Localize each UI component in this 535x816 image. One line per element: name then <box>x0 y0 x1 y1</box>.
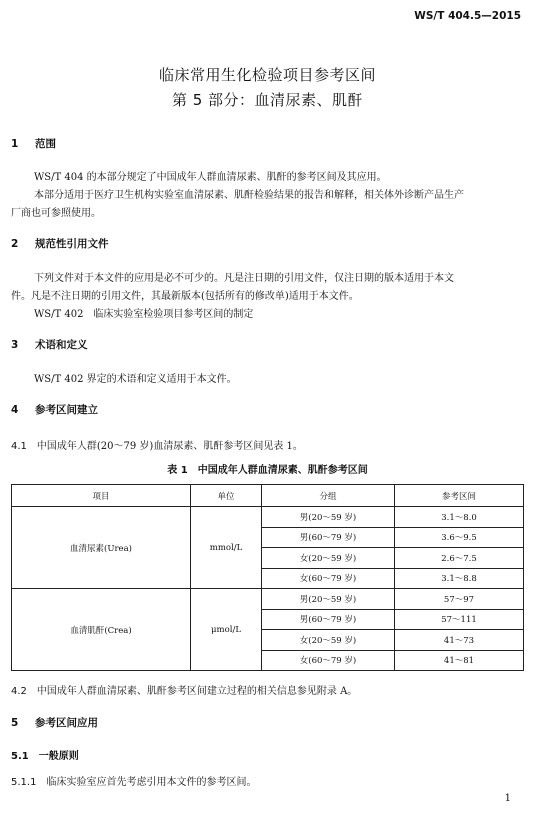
column-header: 单位 <box>191 485 262 507</box>
group-cell: 男(20～59 岁) <box>262 507 395 528</box>
column-header: 项目 <box>12 485 191 507</box>
group-cell: 女(20～59 岁) <box>262 630 395 651</box>
paragraph-continued: 厂商也可参照使用。 <box>11 208 101 219</box>
item-cell: 血清尿素(Urea) <box>12 507 191 589</box>
section-title: 范围 <box>35 138 56 150</box>
subsection-title: 一般原则 <box>38 751 79 762</box>
section-4-heading <box>11 402 98 417</box>
section-3-heading <box>11 337 88 352</box>
section-number: 3 <box>11 339 19 351</box>
subsection-text: 临床实验室应首先考虑引用本文件的参考区间。 <box>46 777 257 788</box>
range-cell: 3.1～8.0 <box>395 507 524 528</box>
item-cell: 血清肌酐(Crea) <box>12 589 191 671</box>
paragraph: 下列文件对于本文件的应用是必不可少的。凡是注日期的引用文件，仅注日期的版本适用于本文 <box>34 273 454 284</box>
group-cell: 女(60～79 岁) <box>262 650 395 671</box>
section-1-heading <box>11 136 56 151</box>
range-cell: 41～81 <box>395 650 524 671</box>
group-cell: 男(60～79 岁) <box>262 527 395 548</box>
subsection-text: 中国成年人群(20～79 岁)血清尿素、肌酐参考区间见表 1。 <box>36 441 303 452</box>
paragraph: 本部分适用于医疗卫生机构实验室血清尿素、肌酐检验结果的报告和解释，相关体外诊断产品生产 <box>34 190 464 201</box>
standard-code: WS/T 404.5—2015 <box>414 10 521 22</box>
document-subtitle: 第 5 部分：血清尿素、肌酐 <box>171 91 364 109</box>
subsection-number: 5.1 <box>11 751 29 762</box>
subsection-number: 4.1 <box>11 441 27 452</box>
table-header-row <box>12 485 524 507</box>
paragraph-continued: 件。凡是不注日期的引用文件，其最新版本(包括所有的修改单)适用于本文件。 <box>11 291 359 302</box>
paragraph: WS/T 402 界定的术语和定义适用于本文件。 <box>34 374 237 385</box>
group-cell: 女(60～79 岁) <box>262 568 395 589</box>
document-title: 临床常用生化检验项目参考区间 <box>158 66 376 84</box>
section-2-heading <box>11 236 109 251</box>
column-header: 参考区间 <box>395 485 524 507</box>
range-cell: 2.6～7.5 <box>395 548 524 569</box>
section-number: 1 <box>11 138 19 150</box>
page-number: 1 <box>504 793 511 804</box>
group-cell: 男(20～59 岁) <box>262 589 395 610</box>
section-title: 规范性引用文件 <box>35 238 109 250</box>
section-number: 5 <box>11 717 19 729</box>
table-row <box>12 507 524 528</box>
group-cell: 男(60～79 岁) <box>262 609 395 630</box>
range-cell: 41～73 <box>395 630 524 651</box>
paragraph: WS/T 404 的本部分规定了中国成年人群血清尿素、肌酐的参考区间及其应用。 <box>34 172 387 183</box>
table-row <box>12 589 524 610</box>
range-cell: 57～111 <box>395 609 524 630</box>
column-header: 分组 <box>262 485 395 507</box>
subsection-number: 5.1.1 <box>11 777 37 788</box>
subsection-5-1 <box>11 747 79 762</box>
section-title: 参考区间建立 <box>35 404 98 416</box>
section-title: 参考区间应用 <box>35 717 98 729</box>
subsection-4-2 <box>11 682 357 697</box>
unit-cell: μmol/L <box>191 589 262 671</box>
subsection-text: 中国成年人群血清尿素、肌酐参考区间建立过程的相关信息参见附录 A。 <box>36 686 358 697</box>
section-title: 术语和定义 <box>35 339 88 351</box>
subsection-4-1 <box>11 437 303 452</box>
range-cell: 57～97 <box>395 589 524 610</box>
subsection-5-1-1 <box>11 773 256 788</box>
table-caption: 表 1 中国成年人群血清尿素、肌酐参考区间 <box>167 465 368 476</box>
section-number: 2 <box>11 238 19 250</box>
unit-cell: mmol/L <box>191 507 262 589</box>
subsection-number: 4.2 <box>11 686 27 697</box>
section-5-heading <box>11 715 98 730</box>
range-cell: 3.1～8.8 <box>395 568 524 589</box>
group-cell: 女(20～59 岁) <box>262 548 395 569</box>
range-cell: 3.6～9.5 <box>395 527 524 548</box>
section-number: 4 <box>11 404 19 416</box>
reference-interval-table <box>11 484 524 671</box>
normative-reference: WS/T 402 临床实验室检验项目参考区间的制定 <box>34 309 254 320</box>
